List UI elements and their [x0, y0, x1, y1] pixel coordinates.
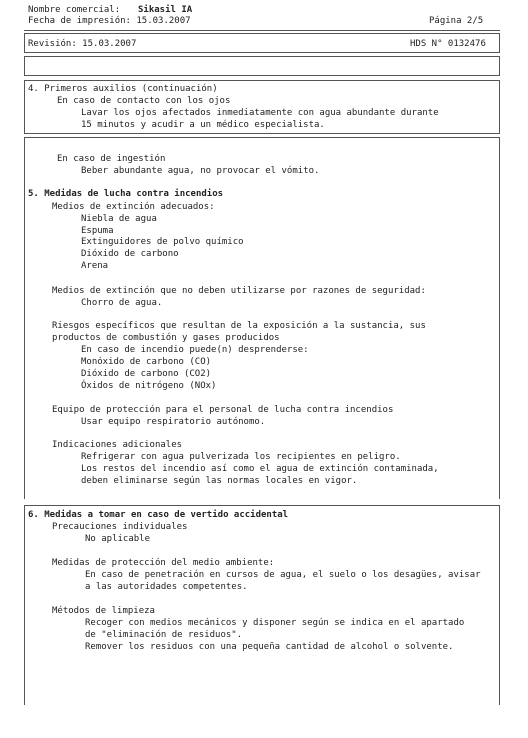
- hds-number: HDS N° 0132476: [410, 39, 486, 49]
- cleanup-line: Remover los residuos con una pequeña cantidad de alcohol o solvente.: [85, 642, 454, 652]
- eye-line2: 15 minutos y acudir a un médico especialista.: [81, 120, 325, 130]
- section5-title: 5. Medidas de lucha contra incendios: [28, 189, 224, 199]
- blank-box: [24, 56, 500, 76]
- suitable-heading: Medios de extinción adecuados:: [52, 202, 215, 212]
- risks-item: Monóxido de carbono (CO): [81, 357, 212, 367]
- suitable-item: Niebla de agua: [81, 214, 157, 224]
- equip-text: Usar equipo respiratorio autónomo.: [81, 417, 266, 427]
- unsuitable-text: Chorro de agua.: [81, 298, 163, 308]
- cleanup-line: de "eliminación de residuos".: [85, 630, 243, 640]
- ingestion-text: Beber abundante agua, no provocar el vómito.: [81, 166, 320, 176]
- section6-title: 6. Medidas a tomar en caso de vertido accidental: [28, 510, 289, 520]
- eye-line1: Lavar los ojos afectados inmediatamente con agua abundante durante: [81, 108, 439, 118]
- precautions-heading: Precauciones individuales: [52, 522, 188, 532]
- risks-item: Dióxido de carbono (CO2): [81, 369, 212, 379]
- product-name: Sikasil IA: [138, 5, 193, 15]
- env-line1: En caso de penetración en cursos de agua, el suelo o los desagües, avisar: [85, 570, 481, 580]
- equip-heading: Equipo de protección para el personal de lucha contra incendios: [52, 405, 394, 415]
- risks-line2: productos de combustión y gases producidos: [52, 333, 280, 343]
- eye-heading: En caso de contacto con los ojos: [57, 96, 231, 106]
- ingestion-heading: En caso de ingestión: [57, 154, 166, 164]
- cleanup-line: Recoger con medios mecánicos y disponer según se indica en el apartado: [85, 618, 465, 628]
- suitable-item: Espuma: [81, 226, 114, 236]
- header-divider: [24, 30, 500, 31]
- suitable-item: Dióxido de carbono: [81, 249, 179, 259]
- revision-date: Revisión: 15.03.2007: [28, 39, 137, 49]
- print-date: Fecha de impresión: 15.03.2007: [28, 16, 191, 26]
- page-number: Página 2/5: [429, 16, 484, 26]
- risks-sub: En caso de incendio puede(n) desprenderse:: [81, 345, 309, 355]
- risks-line1: Riesgos específicos que resultan de la exposición a la sustancia, sus: [52, 321, 426, 331]
- additional-line: Refrigerar con agua pulverizada los recipientes en peligro.: [81, 452, 401, 462]
- precautions-text: No aplicable: [85, 534, 151, 544]
- additional-line: deben eliminarse según las normas locales en vigor.: [81, 476, 358, 486]
- env-heading: Medidas de protección del medio ambiente:: [52, 558, 275, 568]
- additional-heading: Indicaciones adicionales: [52, 440, 183, 450]
- env-line2: a las autoridades competentes.: [85, 582, 248, 592]
- additional-line: Los restos del incendio así como el agua de extinción contaminada,: [81, 464, 439, 474]
- suitable-item: Arena: [81, 261, 109, 271]
- cleanup-heading: Métodos de limpieza: [52, 606, 155, 616]
- product-label: Nombre comercial:: [28, 5, 121, 15]
- unsuitable-heading: Medios de extinción que no deben utilizarse por razones de seguridad:: [52, 286, 426, 296]
- suitable-item: Extinguidores de polvo químico: [81, 237, 244, 247]
- risks-item: Óxidos de nitrógeno (NOx): [81, 381, 217, 391]
- section4-title: 4. Primeros auxilios (continuación): [28, 84, 218, 94]
